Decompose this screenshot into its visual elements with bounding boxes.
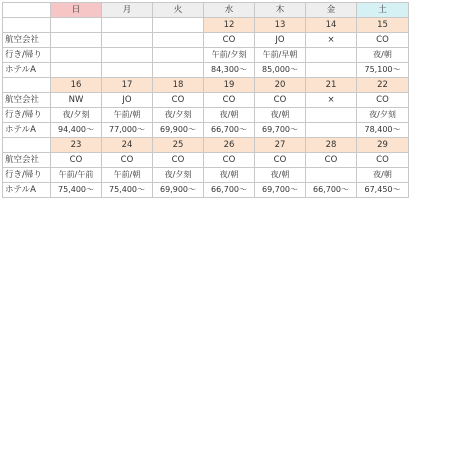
- hotel-price-cell: 75,100～: [357, 63, 409, 78]
- flight-time-cell: 午前/朝: [102, 168, 153, 183]
- flight-time-cell: 午前/夕刻: [204, 48, 255, 63]
- date-cell: 19: [204, 78, 255, 93]
- hotel-price-cell: 69,900～: [153, 123, 204, 138]
- row-label-airline: 航空会社: [3, 33, 51, 48]
- row-label-flight: 行き/帰り: [3, 48, 51, 63]
- airline-cell: CO: [153, 93, 204, 108]
- date-cell: 25: [153, 138, 204, 153]
- calendar-body: [3, 3, 409, 198]
- hotel-price-cell: [306, 123, 357, 138]
- date-cell: 15: [357, 18, 409, 33]
- weekday-saturday: 土: [357, 3, 409, 18]
- flight-time-cell: 夜/朝: [357, 48, 409, 63]
- hotel-price-cell: 69,900～: [153, 183, 204, 198]
- row-label-hotel: ホテルA: [3, 63, 51, 78]
- row-label-hotel: ホテルA: [3, 183, 51, 198]
- date-cell: 12: [204, 18, 255, 33]
- airline-cell: NW: [51, 93, 102, 108]
- date-cell: 18: [153, 78, 204, 93]
- hotel-price-cell: [51, 63, 102, 78]
- airline-cell: CO: [102, 153, 153, 168]
- date-cell: [51, 18, 102, 33]
- hotel-price-cell: 66,700～: [204, 183, 255, 198]
- date-cell: 29: [357, 138, 409, 153]
- flight-time-cell: 午前/朝: [102, 108, 153, 123]
- date-row: [3, 18, 409, 33]
- weekday-tuesday: 火: [153, 3, 204, 18]
- hotel-price-cell: 78,400～: [357, 123, 409, 138]
- date-cell: [153, 18, 204, 33]
- row-label-airline: 航空会社: [3, 153, 51, 168]
- hotel-price-cell: 66,700～: [204, 123, 255, 138]
- hotel-price-row: [3, 123, 409, 138]
- corner-cell: [3, 3, 51, 18]
- weekday-wednesday: 水: [204, 3, 255, 18]
- hotel-price-cell: [153, 63, 204, 78]
- fare-calendar: [2, 2, 409, 198]
- airline-cell: [51, 33, 102, 48]
- date-cell: 26: [204, 138, 255, 153]
- flight-time-cell: [102, 48, 153, 63]
- hotel-price-cell: 85,000～: [255, 63, 306, 78]
- date-cell: [102, 18, 153, 33]
- hotel-price-cell: 77,000～: [102, 123, 153, 138]
- flight-time-cell: 夜/朝: [255, 108, 306, 123]
- hotel-price-cell: [102, 63, 153, 78]
- flight-time-cell: [51, 48, 102, 63]
- hotel-price-cell: 67,450～: [357, 183, 409, 198]
- airline-row: [3, 153, 409, 168]
- row-label-airline: 航空会社: [3, 93, 51, 108]
- flight-time-cell: 夜/朝: [204, 108, 255, 123]
- weekday-friday: 金: [306, 3, 357, 18]
- date-cell: 17: [102, 78, 153, 93]
- flight-time-cell: [306, 48, 357, 63]
- date-cell: 13: [255, 18, 306, 33]
- flight-time-row: [3, 48, 409, 63]
- airline-cell: CO: [306, 153, 357, 168]
- date-row-spacer: [3, 138, 51, 153]
- airline-cell: CO: [357, 93, 409, 108]
- airline-cell: CO: [153, 153, 204, 168]
- flight-time-cell: [306, 168, 357, 183]
- airline-cell: CO: [255, 153, 306, 168]
- flight-time-row: [3, 168, 409, 183]
- row-label-hotel: ホテルA: [3, 123, 51, 138]
- airline-row: [3, 33, 409, 48]
- airline-cell: CO: [204, 153, 255, 168]
- flight-time-cell: [306, 108, 357, 123]
- hotel-price-cell: 66,700～: [306, 183, 357, 198]
- flight-time-cell: 夜/朝: [255, 168, 306, 183]
- weekday-sunday: 日: [51, 3, 102, 18]
- flight-time-cell: 夜/夕刻: [153, 168, 204, 183]
- date-cell: 23: [51, 138, 102, 153]
- date-cell: 22: [357, 78, 409, 93]
- weekday-header-row: [3, 3, 409, 18]
- hotel-price-cell: 69,700～: [255, 183, 306, 198]
- airline-cell: [102, 33, 153, 48]
- row-label-flight: 行き/帰り: [3, 168, 51, 183]
- date-row-spacer: [3, 78, 51, 93]
- flight-time-cell: 午前/午前: [51, 168, 102, 183]
- flight-time-cell: [153, 48, 204, 63]
- hotel-price-row: [3, 63, 409, 78]
- hotel-price-row: [3, 183, 409, 198]
- airline-cell: ×: [306, 33, 357, 48]
- airline-cell: CO: [357, 33, 409, 48]
- airline-cell: CO: [255, 93, 306, 108]
- date-cell: 27: [255, 138, 306, 153]
- date-cell: 28: [306, 138, 357, 153]
- flight-time-row: [3, 108, 409, 123]
- date-row: [3, 138, 409, 153]
- weekday-thursday: 木: [255, 3, 306, 18]
- weekday-monday: 月: [102, 3, 153, 18]
- hotel-price-cell: 75,400～: [102, 183, 153, 198]
- hotel-price-cell: 75,400～: [51, 183, 102, 198]
- hotel-price-cell: [306, 63, 357, 78]
- date-cell: 16: [51, 78, 102, 93]
- airline-cell: CO: [51, 153, 102, 168]
- row-label-flight: 行き/帰り: [3, 108, 51, 123]
- flight-time-cell: 夜/朝: [357, 168, 409, 183]
- date-cell: 21: [306, 78, 357, 93]
- date-cell: 20: [255, 78, 306, 93]
- airline-cell: [153, 33, 204, 48]
- date-row-spacer: [3, 18, 51, 33]
- hotel-price-cell: 94,400～: [51, 123, 102, 138]
- date-row: [3, 78, 409, 93]
- date-cell: 14: [306, 18, 357, 33]
- flight-time-cell: 夜/夕刻: [153, 108, 204, 123]
- hotel-price-cell: 69,700～: [255, 123, 306, 138]
- airline-cell: JO: [255, 33, 306, 48]
- flight-time-cell: 夜/夕刻: [51, 108, 102, 123]
- flight-time-cell: 夜/朝: [204, 168, 255, 183]
- airline-cell: CO: [204, 33, 255, 48]
- airline-cell: JO: [102, 93, 153, 108]
- date-cell: 24: [102, 138, 153, 153]
- airline-cell: CO: [204, 93, 255, 108]
- airline-cell: CO: [357, 153, 409, 168]
- hotel-price-cell: 84,300～: [204, 63, 255, 78]
- airline-cell: ×: [306, 93, 357, 108]
- flight-time-cell: 午前/早朝: [255, 48, 306, 63]
- flight-time-cell: 夜/夕刻: [357, 108, 409, 123]
- airline-row: [3, 93, 409, 108]
